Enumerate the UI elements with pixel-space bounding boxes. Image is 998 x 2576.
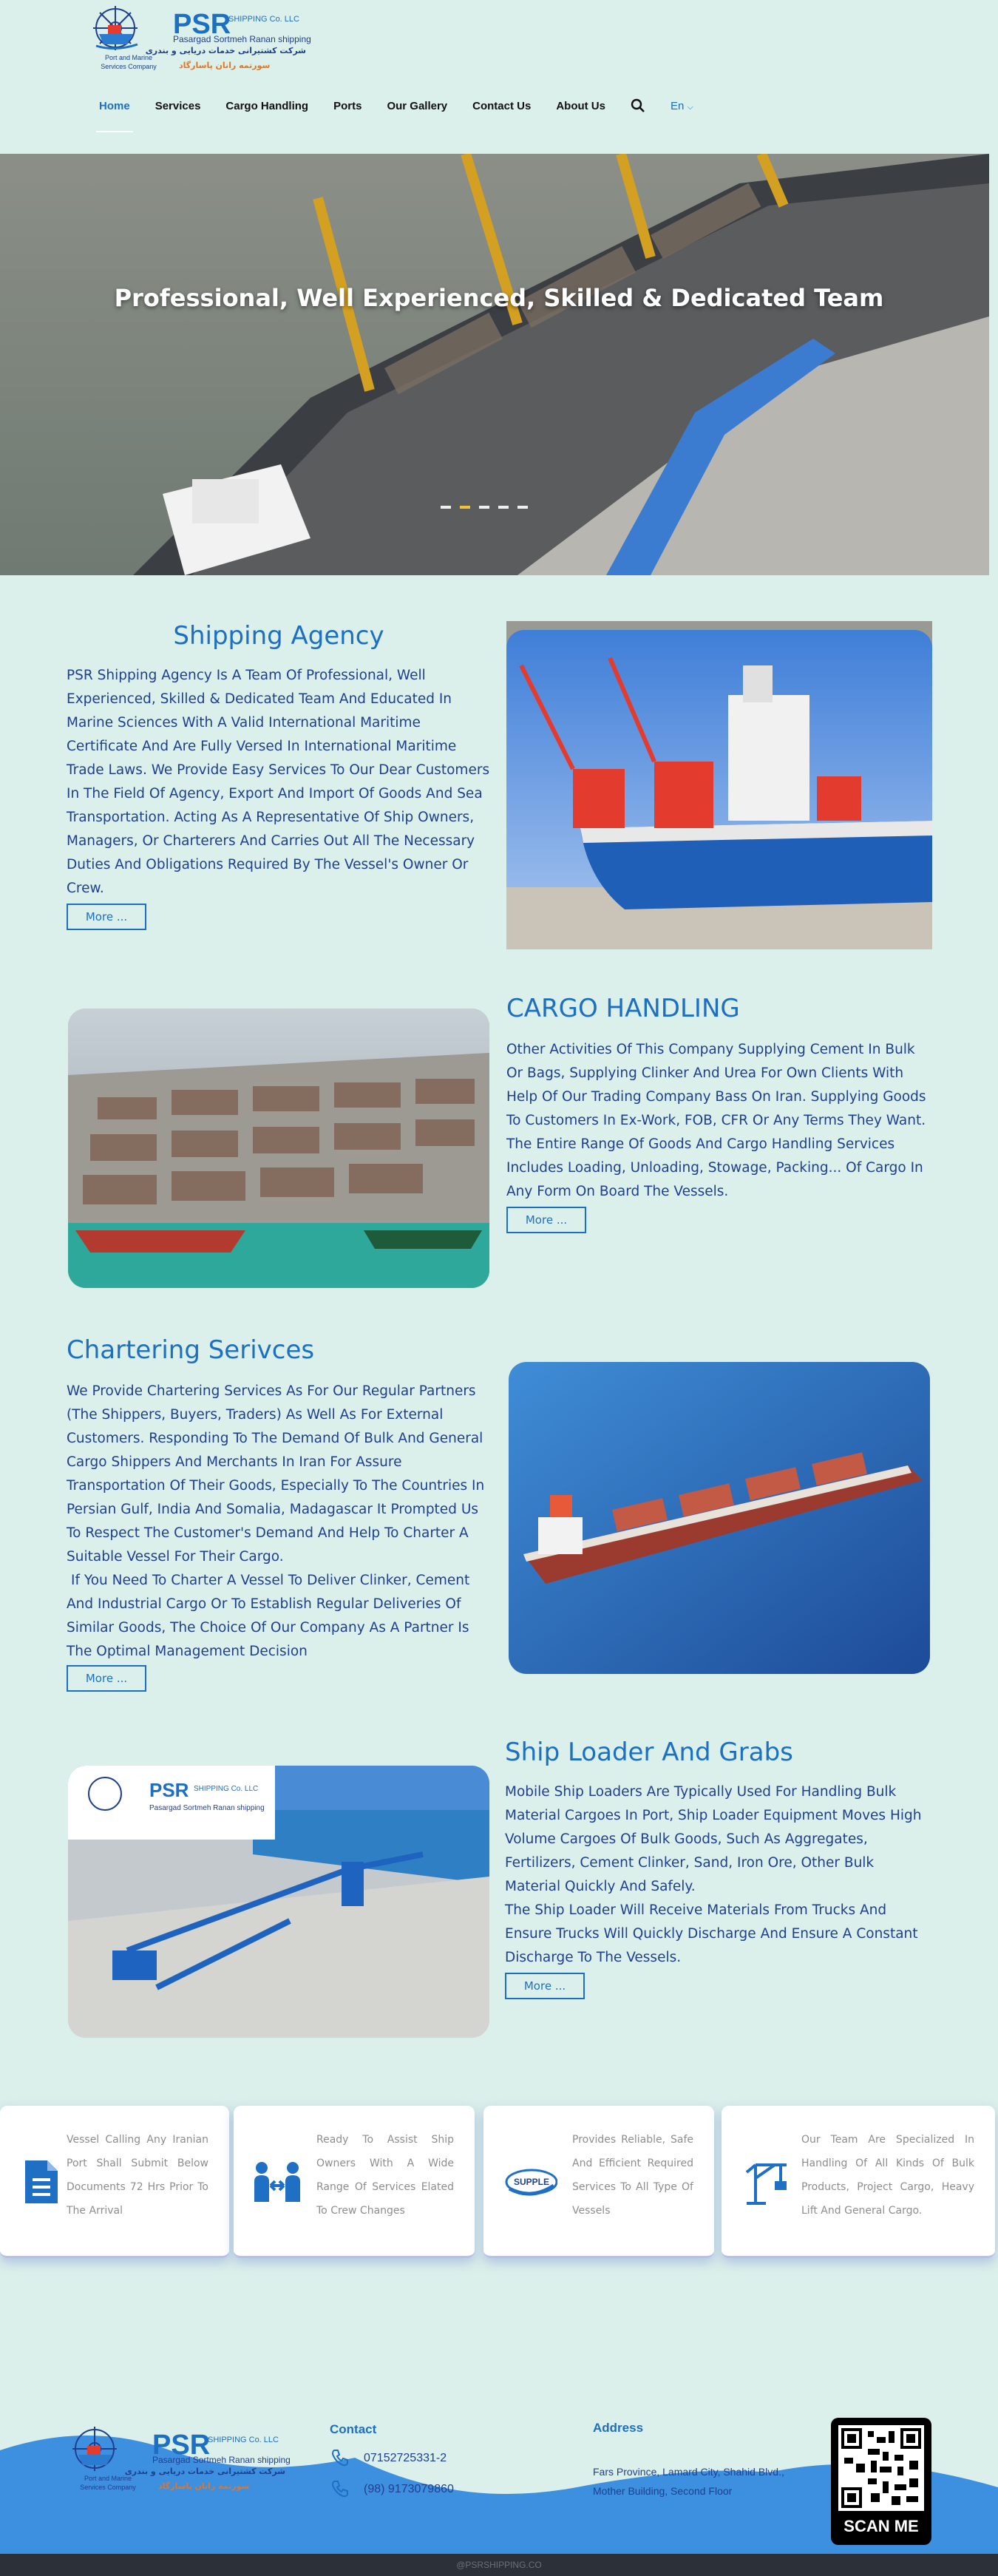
hero-slider[interactable] xyxy=(0,154,989,575)
qr-scan-label: SCAN ME xyxy=(843,2517,919,2535)
cargo-handling-title: CARGO HANDLING xyxy=(506,994,740,1023)
ship-loader-text: Mobile Ship Loaders Are Typically Used For Handling Bulk Material Cargoes In Port, Ship Loader Equipment Moves High Volume Cargoes Of Bulk Goods, Such As Aggregates, Fertilizers, Cement Clinker, Sand, Iron Ore, Other Bulk Material Quickly And Safely. xyxy=(505,1784,922,1894)
port-containers-image xyxy=(68,1009,489,1288)
svg-text:PSR: PSR xyxy=(149,1779,189,1801)
phone-number-2[interactable]: (98) 9173079860 xyxy=(364,2483,454,2495)
search-icon[interactable] xyxy=(631,98,645,113)
slider-dot[interactable] xyxy=(441,506,451,509)
nav-cargo-handling[interactable]: Cargo Handling xyxy=(225,99,309,112)
chartering-text-2: If You Need To Charter A Vessel To Deliver Clinker, Cement And Industrial Cargo Or To Establish Regular Deliveries Of Similar Goods, The Choice Of Our Company As A Partner Is The Optimal Management Decision xyxy=(67,1573,470,1659)
shipping-agency-photo xyxy=(506,621,932,949)
bottom-bar xyxy=(0,2554,998,2576)
slider-dot-active[interactable] xyxy=(460,506,470,509)
footer-logo-shipping: SHIPPING Co. LLC xyxy=(208,2436,279,2444)
slider-dot[interactable] xyxy=(517,506,528,509)
cargo-handling-more-button[interactable]: More ... xyxy=(506,1207,586,1233)
slider-dot[interactable] xyxy=(498,506,509,509)
hero-title: Professional, Well Experienced, Skilled & Dedicated Team xyxy=(114,284,884,312)
logo-persian-line: شرکت کشتیرانی خدمات دریایی و بندری xyxy=(145,46,306,55)
phone-number-1[interactable]: 07152725331-2 xyxy=(364,2452,447,2464)
footer-logo-line: Pasargad Sortmeh Ranan shipping xyxy=(152,2455,291,2465)
supply-logo-icon xyxy=(501,2156,557,2208)
crew-change-icon xyxy=(251,2156,303,2208)
main-navigation xyxy=(99,95,693,117)
footer-logo-caption: Port and Marine Services Company xyxy=(80,2475,136,2491)
footer-logo-name: PSR xyxy=(152,2430,211,2461)
svg-text:SHIPPING Co. LLC: SHIPPING Co. LLC xyxy=(194,1785,259,1793)
phone-icon xyxy=(330,2447,350,2468)
contact-title: Contact xyxy=(330,2422,377,2436)
feature-card-supply[interactable] xyxy=(483,2106,714,2258)
nav-services[interactable]: Services xyxy=(155,99,201,112)
chartering-photo xyxy=(509,1362,930,1674)
qr-code[interactable] xyxy=(831,2418,931,2545)
copyright-text: @PSRSHIPPING.CO xyxy=(456,2560,542,2570)
chartering-more-button[interactable]: More ... xyxy=(67,1665,146,1692)
address-title: Address xyxy=(593,2421,644,2435)
nav-ports[interactable]: Ports xyxy=(333,99,362,112)
ship-loader-more-button[interactable]: More ... xyxy=(505,1973,585,1999)
shipping-agency-title: Shipping Agency xyxy=(173,621,384,651)
feature-card-crew-change[interactable] xyxy=(234,2106,475,2258)
footer-logo[interactable] xyxy=(71,2421,293,2498)
crane-icon xyxy=(741,2156,792,2208)
logo-persian-name: سورتمه رانان پاسارگاد xyxy=(179,61,271,70)
chartering-title: Chartering Serivces xyxy=(67,1335,315,1365)
nav-about-us[interactable]: About Us xyxy=(556,99,605,112)
site-logo[interactable] xyxy=(92,0,313,77)
ship-loader-crane-image xyxy=(68,1766,489,2038)
feature-card-documents-text: Vessel Calling Any Iranian Port Shall Submit Below Documents 72 Hrs Prior To The Arrival xyxy=(67,2134,208,2217)
phone-icon xyxy=(330,2478,350,2499)
slider-dots xyxy=(441,506,537,509)
hero-ship-image xyxy=(0,154,989,575)
logo-name: PSR xyxy=(173,9,231,40)
feature-card-cargo[interactable] xyxy=(722,2106,995,2258)
shipping-agency-more-button[interactable]: More ... xyxy=(67,904,146,930)
footer-logo-persian-name: سورتمه رانان پاسارگاد xyxy=(158,2481,250,2491)
site-header xyxy=(0,0,998,154)
shipping-agency-text: PSR Shipping Agency Is A Team Of Professional, Well Experienced, Skilled & Dedicated Team And Educated In Marine Sciences With A Valid International Maritime Certificate And Are Fully Versed In International Maritime Trade Laws. We Provide Easy Services To Our Dear Customers In The Field Of Agency, Export And Import Of Goods And Sea Transportation. Acting As A Representative Of Ship Owners, Managers, Or Charterers And Carries Out All The Necessary Duties And Obligations Required By The Vessel's Owner Or Crew. xyxy=(67,668,490,896)
language-selector[interactable] xyxy=(671,100,693,112)
address-text: Fars Province, Lamard City, Shahid Blvd., Mother Building, Second Floor xyxy=(593,2466,784,2497)
chartering-text: We Provide Chartering Services As For Our Regular Partners (The Shippers, Buyers, Traders) As Well As For External Customers. Responding To The Demand Of Bulk And General Cargo Shippers And Merchants In Iran For Assure Transportation Of Their Goods, Especially To The Countries In Persian Gulf, India And Somalia, Madagascar It Prompted Us To Respect The Customer's Demand And Help To Charter A Suitable Vessel For Their Cargo. xyxy=(67,1383,485,1565)
supply-logo-text: SUPPLE xyxy=(513,2177,550,2187)
svg-text:Pasargad Sortmeh Ranan shippin: Pasargad Sortmeh Ranan shipping xyxy=(149,1804,265,1812)
bulk-carrier-ship-image xyxy=(509,1362,930,1674)
site-footer xyxy=(0,2406,998,2561)
ship-loader-title: Ship Loader And Grabs xyxy=(505,1738,793,1767)
nav-our-gallery[interactable]: Our Gallery xyxy=(387,99,448,112)
feature-cards xyxy=(0,2106,998,2258)
cargo-handling-text: Other Activities Of This Company Supplying Cement In Bulk Or Bags, Supplying Clinker And Urea For Own Clients With Help Of Our Trading Company Bass On Iran. Supplying Goods To Customers In Ex-Work, FOB, CFR Or Any Terms They Want. The Entire Range Of Goods And Cargo Handling Services Includes Loading, Unloading, Stowage, Packing... Of Cargo In Any Form On Board The Vessels. xyxy=(506,1042,926,1199)
slider-dot[interactable] xyxy=(479,506,489,509)
ship-loader-text-2: The Ship Loader Will Receive Materials From Trucks And Ensure Trucks Will Quickly Discharge And Ensure A Constant Discharge To The Vessels. xyxy=(505,1902,918,1965)
qr-code-icon xyxy=(838,2425,924,2511)
language-label: En xyxy=(671,99,685,112)
nav-contact-us[interactable]: Contact Us xyxy=(472,99,532,112)
document-icon xyxy=(15,2156,67,2208)
feature-card-supply-text: Provides Reliable, Safe And Efficient Required Services To All Type Of Vessels xyxy=(572,2134,693,2217)
logo-emblem-caption: Port and Marine Services Company xyxy=(101,54,157,70)
nav-home[interactable]: Home xyxy=(99,99,130,112)
feature-card-documents[interactable] xyxy=(0,2106,229,2258)
chevron-down-icon: ⌵ xyxy=(687,102,693,112)
logo-company-line: Pasargad Sortmeh Ranan shipping xyxy=(173,34,311,44)
feature-card-crew-change-text: Ready To Assist Ship Owners With A Wide Range Of Services Elated To Crew Changes xyxy=(316,2134,454,2217)
cargo-handling-photo xyxy=(68,1009,489,1288)
footer-logo-persian-line: شرکت کشتیرانی خدمات دریایی و بندری xyxy=(124,2467,285,2476)
feature-card-cargo-text: Our Team Are Specialized In Handling Of All Kinds Of Bulk Products, Project Cargo, Heavy Lift And General Cargo. xyxy=(801,2134,974,2217)
ship-loader-photo xyxy=(68,1766,489,2038)
logo-shipping-text: SHIPPING Co. LLC xyxy=(228,15,299,24)
cargo-ship-blue-hull-image xyxy=(506,621,932,949)
